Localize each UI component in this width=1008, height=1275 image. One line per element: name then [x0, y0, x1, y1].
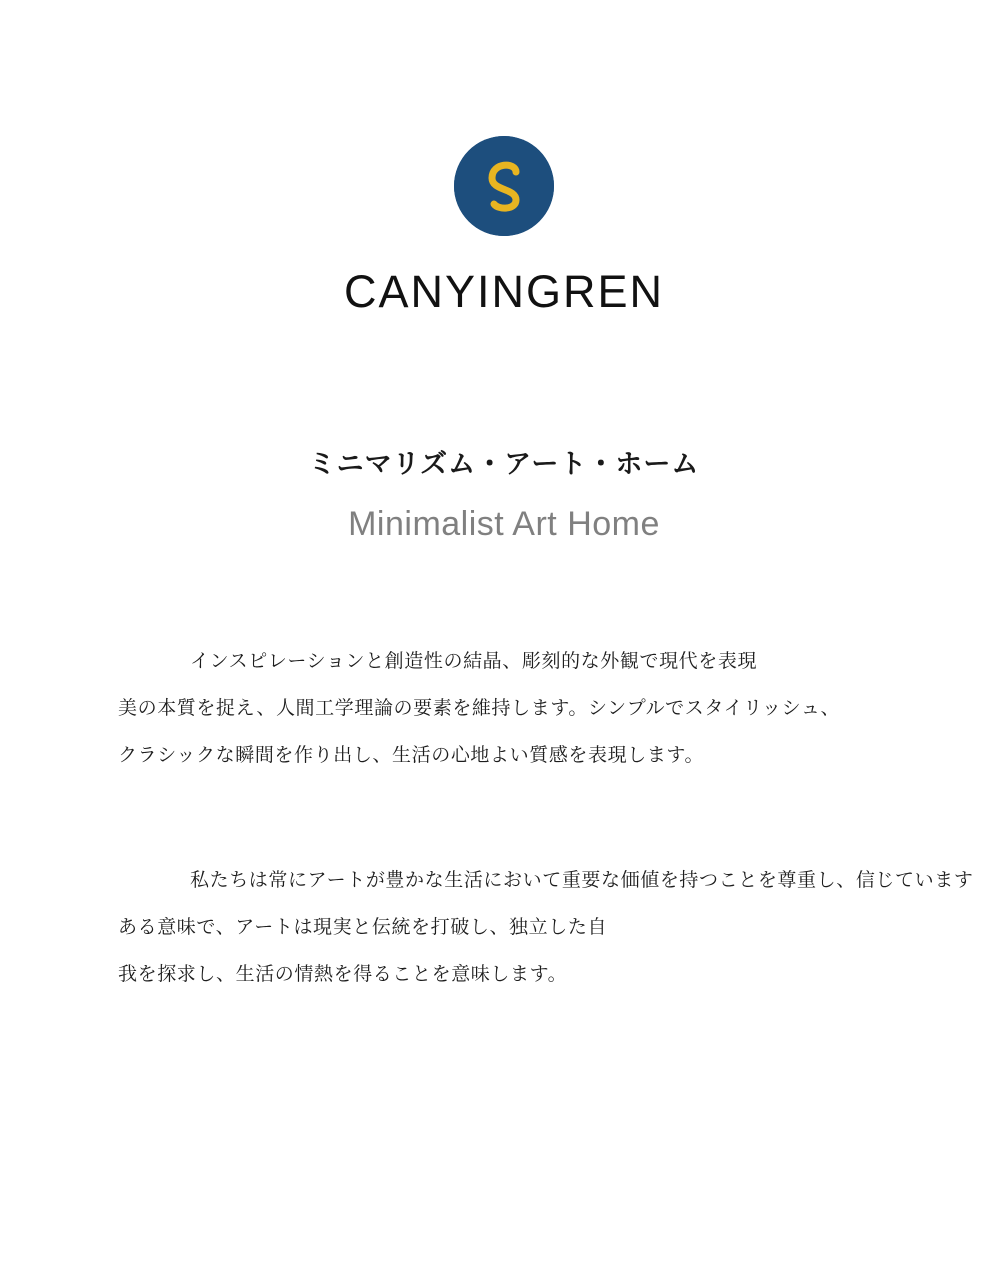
- body-copy: [0, 638, 1008, 998]
- headline-japanese: ミニマリズム・アート・ホーム: [308, 449, 700, 479]
- paragraph-two-line-1: [118, 857, 998, 904]
- paragraph-two-line-2: ある意味で、アートは現実と伝統を打破し、独立した自: [118, 916, 608, 938]
- paragraph-one-line-1-text: インスピレーションと創造性の結晶、彫刻的な外観で現代を表現: [190, 650, 758, 672]
- paragraph-two-line-3: 我を探求し、生活の情熱を得ることを意味します。: [118, 963, 568, 985]
- brand-header: [0, 0, 1008, 318]
- paragraph-one-line-2: 美の本質を捉え、人間工学理論の要素を維持します。シンプルでスタイリッシュ、: [118, 697, 841, 719]
- paragraph-one-line-3: クラシックな瞬間を作り出し、生活の心地よい質感を表現します。: [118, 744, 705, 766]
- paragraph-two: [118, 857, 998, 998]
- paragraph-one: [118, 638, 998, 779]
- brand-name: CANYINGREN: [343, 266, 665, 317]
- c-monogram-circle-logo-icon: [454, 136, 554, 236]
- headline-english: Minimalist Art Home: [348, 504, 660, 543]
- paragraph-two-line-1-text: 私たちは常にアートが豊かな生活において重要な価値を持つことを尊重し、信じています: [190, 869, 974, 891]
- headline-block: [0, 446, 1008, 546]
- paragraph-one-line-1: [118, 638, 998, 685]
